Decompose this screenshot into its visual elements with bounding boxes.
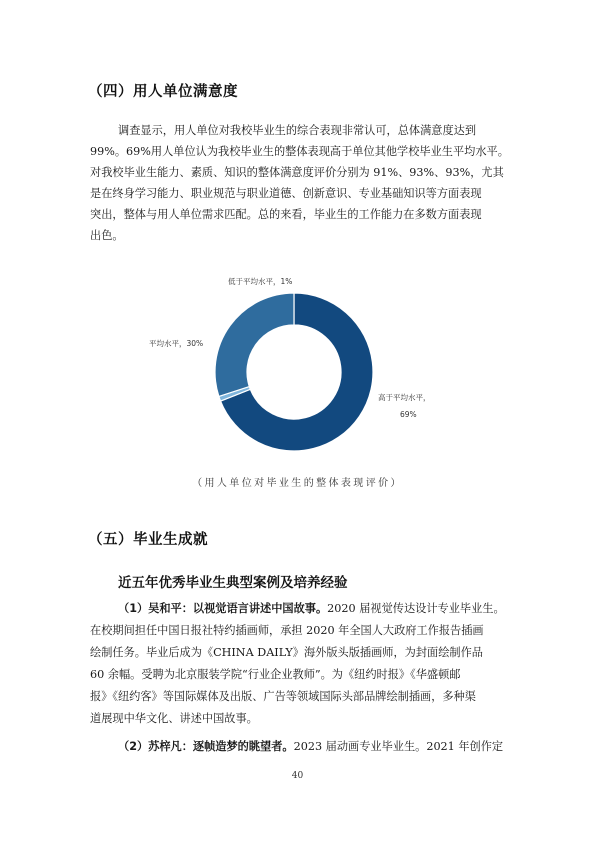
- case-line: 报》《纽约客》等国际媒体及出版、广告等领域国际头部品牌绘制插画，多种渠: [90, 690, 476, 703]
- case-first-line: [118, 738, 503, 756]
- slice-percent-label: 69%: [400, 410, 417, 419]
- paragraph-line: 对我校毕业生能力、素质、知识的整体满意度评价分别为 91%、93%、93%，尤其: [90, 166, 504, 179]
- subsection-heading-case-studies: 近五年优秀毕业生典型案例及培养经验: [118, 575, 348, 591]
- slice-label: 高于平均水平，: [378, 393, 431, 402]
- paragraph-line: 调查显示，用人单位对我校毕业生的综合表现非常认可，总体满意度达到: [118, 124, 477, 137]
- donut-slice: [215, 293, 294, 396]
- case-text: 2023 届动画专业毕业生。2021 年创作定: [293, 740, 504, 753]
- case-line: 60 余幅。受聘为北京服装学院“行业企业教师”。为《纽约时报》《华盛顿邮: [90, 668, 461, 681]
- case-line: 道展现中华文化、讲述中国故事。: [90, 712, 258, 725]
- case-first-line: [118, 600, 505, 618]
- case-line: 在校期间担任中国日报社特约插画师，承担 2020 年全国人大政府工作报告插画: [90, 624, 484, 637]
- case-title: （2）苏梓凡：逐帧造梦的眺望者。: [118, 740, 294, 753]
- paragraph-line: 是在终身学习能力、职业规范与职业道德、创新意识、专业基础知识等方面表现: [90, 187, 482, 200]
- section-heading-employer-satisfaction: （四）用人单位满意度: [88, 84, 238, 100]
- paragraph-line: 出色。: [90, 229, 124, 242]
- page-number: 40: [291, 771, 304, 781]
- case-text: 2020 届视觉传达设计专业毕业生。: [327, 602, 505, 615]
- case-title: （1）吴和平：以视觉语言讲述中国故事。: [118, 602, 328, 615]
- paragraph-line: 99%。69%用人单位认为我校毕业生的整体表现高于单位其他学校毕业生平均水平。: [90, 145, 509, 158]
- case-line: 绘制任务。毕业后成为《CHINA DAILY》海外版头版插画师，为封面绘制作品: [90, 646, 483, 659]
- section-heading-graduate-achievements: （五）毕业生成就: [88, 532, 208, 548]
- slice-label: 平均水平，30%: [149, 339, 204, 348]
- paragraph-line: 突出，整体与用人单位需求匹配。总的来看，毕业生的工作能力在多数方面表现: [90, 208, 482, 221]
- chart-caption: （用人单位对毕业生的整体表现评价）: [192, 478, 403, 489]
- slice-label: 低于平均水平，1%: [228, 277, 293, 286]
